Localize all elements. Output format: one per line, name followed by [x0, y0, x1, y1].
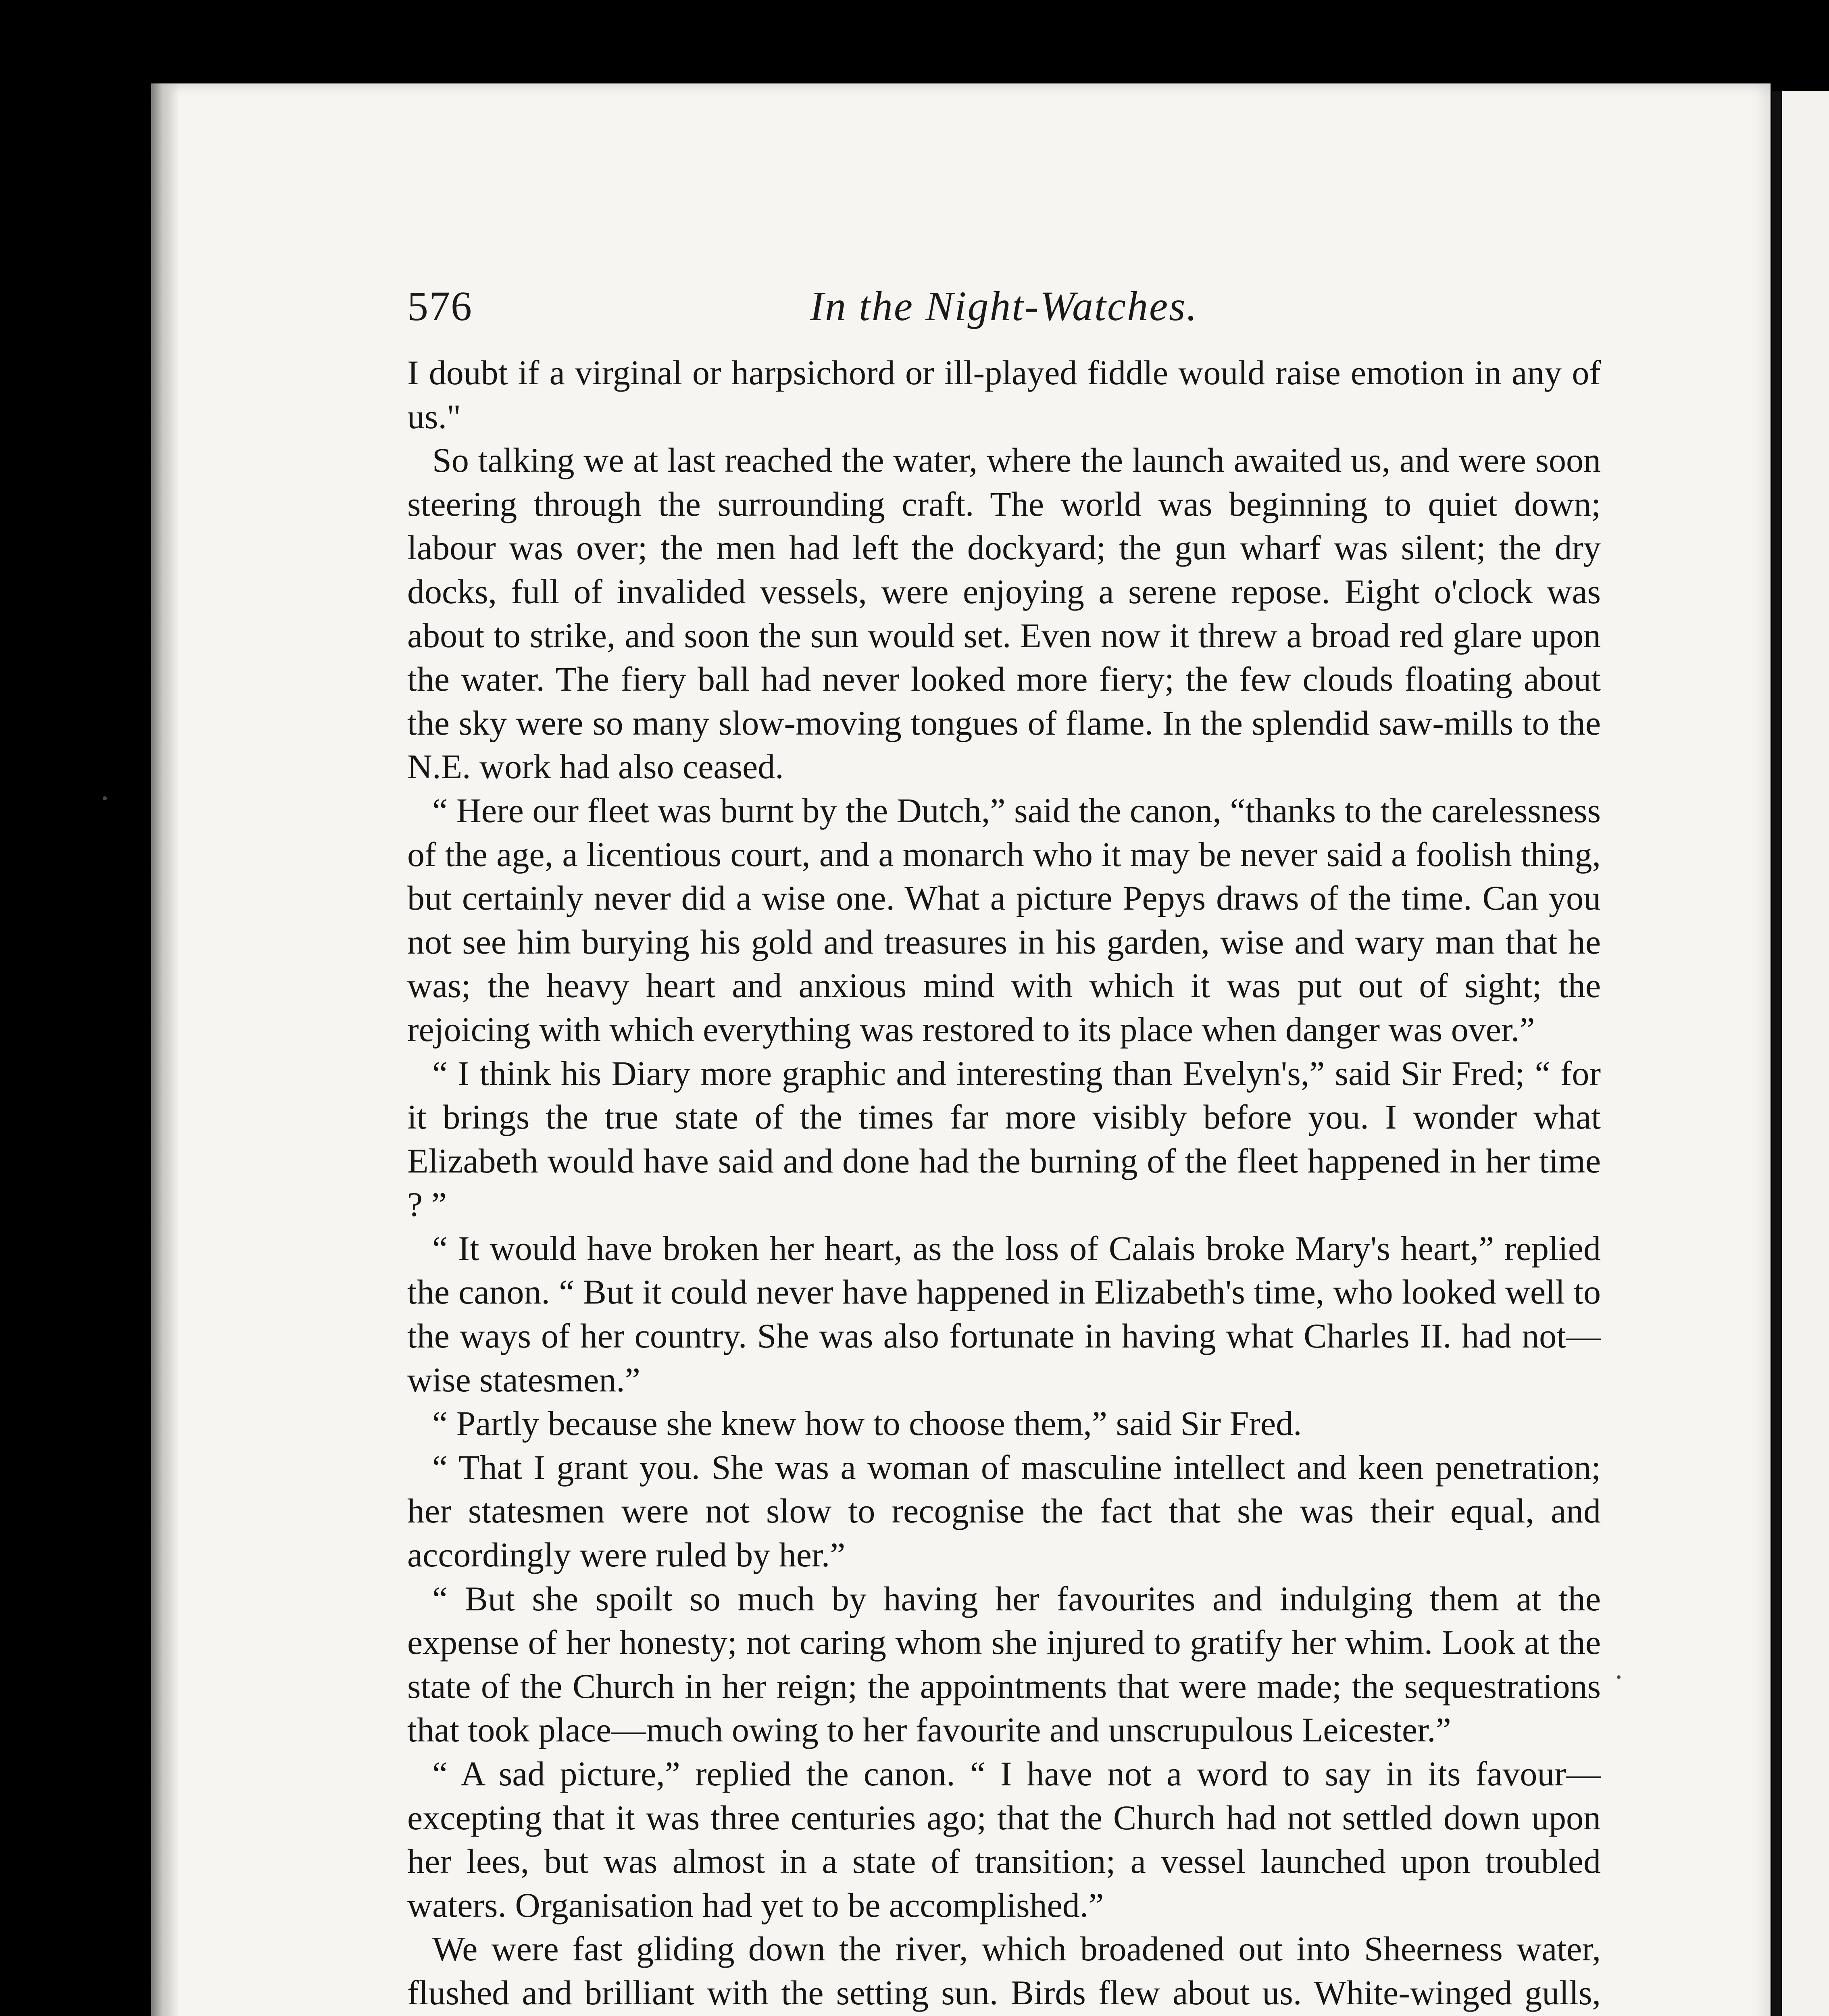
dust-speck — [1617, 1675, 1621, 1679]
paragraph: “ I think his Diary more graphic and interesting than Evelyn's,” said Sir Fred; “ for it brings the true state of the times far more visibly before you. I wonder what Elizabeth would have said and done had the burning of the fleet happened in her time ? ” — [407, 1054, 1601, 1224]
body-text — [407, 351, 1601, 2016]
paragraph: We were fast gliding down the river, which broadened out into Sheerness water, flushed and brilliant with the setting sun. Birds flew about us. White-winged gulls, — [407, 1929, 1601, 2012]
paragraph: So talking we at last reached the water, where the launch awaited us, and were soon steering through the surrounding craft. The world was beginning to quiet down; labour was over; the men had left the dockyard; the gun wharf was silent; the dry docks, full of invalided vessels, were enjoying a serene repose. Eight o'clock was about to strike, and soon the sun would set. Even now it threw a broad red glare upon the water. The fiery ball had never looked more fiery; the few clouds floating about the sky were so many slow-moving tongues of flame. In the splendid saw-mills to the N.E. work had also ceased. — [407, 441, 1601, 786]
paragraph: I doubt if a virginal or harpsichord or ill-played fiddle would raise emotion in any of us." — [407, 353, 1601, 436]
binding-gutter-shadow — [151, 83, 179, 2016]
page-number: 576 — [407, 283, 473, 329]
dust-speck — [103, 796, 107, 800]
paragraph: “ Partly because she knew how to choose them,” said Sir Fred. — [432, 1404, 1302, 1443]
running-title: In the Night-Watches. — [810, 283, 1198, 329]
paragraph: “ Here our fleet was burnt by the Dutch,” said the canon, “thanks to the carelessness of the age, a licentious court, and a monarch who it may be never said a foolish thing, but certainly never did a wise one. What a picture Pepys draws of the time. Can you not see him burying his gold and treasures in his garden, wise and wary man that he was; the heavy heart and anxious mind with which it was put out of sight; the rejoicing with which everything was restored to its place when danger was over.” — [407, 791, 1601, 1049]
adjacent-page-strip — [1782, 91, 1829, 2016]
paragraph: “ That I grant you. She was a woman of masculine intellect and keen penetration; her statesmen were not slow to recognise the fact that she was their equal, and accordingly were ruled by her.” — [407, 1447, 1601, 1574]
paragraph: “ But she spoilt so much by having her favourites and indulging them at the expense of her honesty; not caring whom she injured to gratify her whim. Look at the state of the Church in her reign; the appointments that were made; the sequestrations that took place—much owing to her favourite and unscrupulous Leicester.” — [407, 1579, 1601, 1749]
paragraph: “ It would have broken her heart, as the loss of Calais broke Mary's heart,” replied the canon. “ But it could never have happened in Elizabeth's time, who looked well to the ways of her country. She was also fortunate in having what Charles II. had not—wise statesmen.” — [407, 1229, 1601, 1399]
adjacent-page-edge — [1772, 91, 1781, 2016]
running-head — [407, 278, 1601, 335]
paragraph: “ A sad picture,” replied the canon. “ I have not a word to say in its favour—excepting that it was three centuries ago; that the Church had not settled down upon her lees, but was almost in a state of transition; a vessel launched upon troubled waters. Organisation had yet to be accomplished.” — [407, 1754, 1601, 1924]
